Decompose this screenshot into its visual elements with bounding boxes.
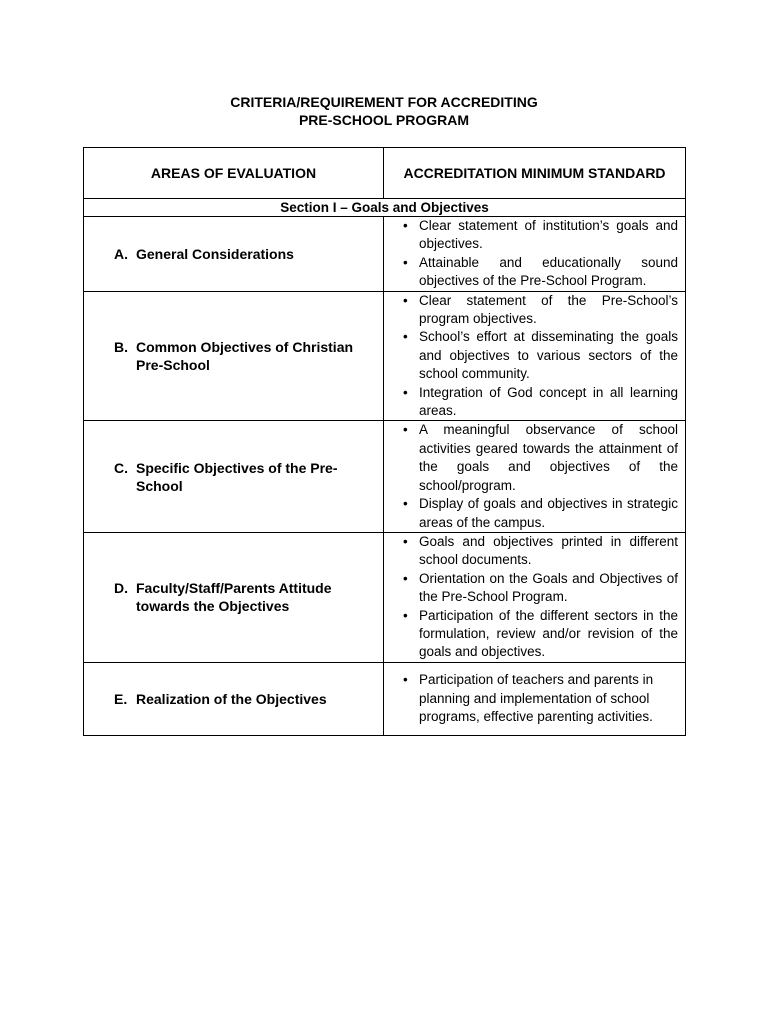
standard-item: • Clear statement of the Pre-School’s program objectives. [398, 292, 678, 329]
standard-cell [384, 217, 686, 292]
standard-list [384, 671, 685, 726]
standard-item: • Integration of God concept in all learning areas. [398, 384, 678, 421]
table-row [84, 217, 686, 292]
title-line-1: CRITERIA/REQUIREMENT FOR ACCREDITING [230, 94, 538, 110]
standard-cell [384, 662, 686, 735]
section-title: Section I – Goals and Objectives [84, 199, 686, 217]
table-row [84, 532, 686, 662]
standard-list [384, 421, 685, 531]
area-letter: E. [114, 690, 128, 707]
standard-item: • Goals and objectives printed in different school documents. [398, 533, 678, 570]
area-letter: A. [114, 245, 128, 262]
area-letter: D. [114, 580, 128, 597]
area-name: Realization of the Objectives [136, 690, 327, 707]
standard-item: • Orientation on the Goals and Objectives of the Pre-School Program. [398, 570, 678, 607]
area-name: Faculty/Staff/Parents Attitude towards the Objectives [136, 580, 332, 615]
table-row [84, 662, 686, 735]
standard-item: • Attainable and educationally sound objectives of the Pre-School Program. [398, 254, 678, 291]
table-row [84, 421, 686, 532]
standard-item: • School’s effort at disseminating the goals and objectives to various sectors of the school community. [398, 328, 678, 383]
standard-list [384, 217, 685, 291]
title-line-2: PRE-SCHOOL PROGRAM [298, 112, 470, 128]
standard-item: • Participation of the different sectors in the formulation, review and/or revision of the goals and objectives. [398, 607, 678, 662]
area-name: Specific Objectives of the Pre-School [136, 459, 338, 494]
table-row [84, 291, 686, 421]
area-cell [84, 662, 384, 735]
area-cell [84, 291, 384, 421]
area-cell [84, 421, 384, 532]
standard-list [384, 292, 685, 421]
header-areas-of-evaluation: AREAS OF EVALUATION [84, 148, 384, 199]
area-letter: B. [114, 339, 128, 356]
standard-item: • Display of goals and objectives in strategic areas of the campus. [398, 495, 678, 532]
area-letter: C. [114, 459, 128, 476]
standard-cell [384, 291, 686, 421]
area-cell [84, 532, 384, 662]
standard-item: • A meaningful observance of school activities geared towards the attainment of the goals and objectives of the school/program. [398, 421, 678, 495]
standard-item: • Clear statement of institution’s goals and objectives. [398, 217, 678, 254]
table-header-row [84, 148, 686, 199]
standard-item: • Participation of teachers and parents in planning and implementation of school programs, effective parenting activities. [398, 671, 678, 726]
area-name: Common Objectives of Christian Pre-School [136, 339, 354, 374]
document-title [0, 93, 768, 129]
accreditation-table [83, 147, 686, 736]
section-row [84, 199, 686, 217]
area-cell [84, 217, 384, 292]
standard-cell [384, 421, 686, 532]
standard-list [384, 533, 685, 662]
area-name: General Considerations [136, 245, 294, 262]
header-accreditation-standard: ACCREDITATION MINIMUM STANDARD [384, 148, 686, 199]
standard-cell [384, 532, 686, 662]
